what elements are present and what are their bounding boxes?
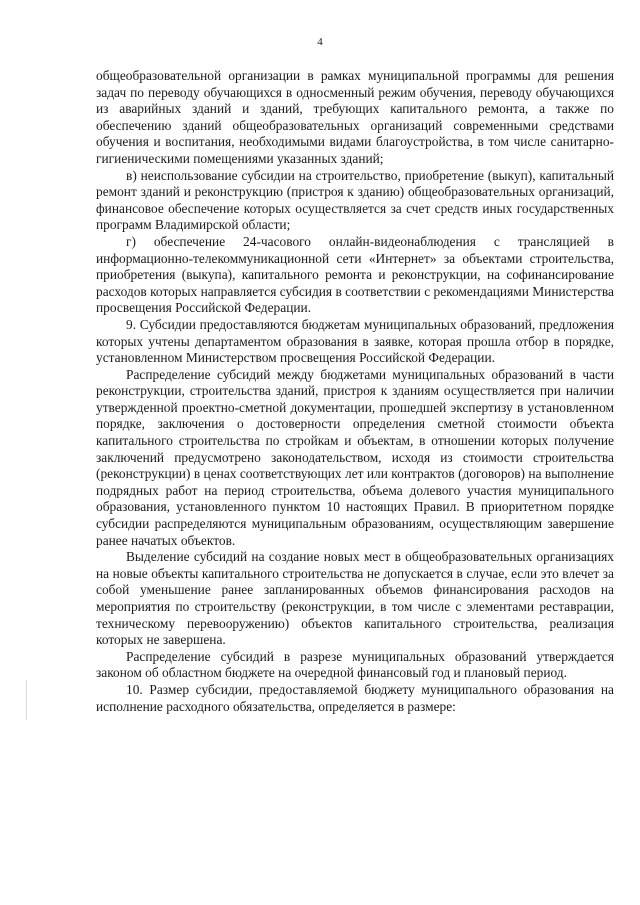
paragraph-item-g: г) обеспечение 24-часового онлайн-видеонаблюдения с трансляцией в информационно-телекоммуникационной сети «Интернет» за объектами строительства, приобретения (выкупа), капитального ремонта и реконструкции, на софинансирование расходов которых направляется субсидия в соответствии с рекомендациями Министерства просвещения Российской Федерации. (96, 233, 614, 316)
scan-margin-mark (26, 680, 27, 720)
paragraph-clause-9: 9. Субсидии предоставляются бюджетам муниципальных образований, предложения которых учтены департаментом образования в заявке, которая прошла отбор в порядке, установленном Министерством просвещения Российской Федерации. (96, 316, 614, 366)
paragraph-item-v: в) неиспользование субсидии на строительство, приобретение (выкуп), капитальный ремонт зданий и реконструкцию (пристроя к зданию) общеобразовательных организаций, финансовое обеспечение которых осуществляется за счет средств иных государственных программ Владимирской области; (96, 167, 614, 233)
paragraph-distribution-reconstruction: Распределение субсидий между бюджетами муниципальных образований в части реконструкции, строительства зданий, пристроя к зданиям осуществляется при наличии утвержденной проектно-сметной документации, прошедшей экспертизу в установленном порядке, заключения о достоверности определения сметной стоимости объекта капитального строительства по стройкам и объектам, в отношении которых получение заключений предусмотрено законодательством, исходя из стоимости строительства (реконструкции) в ценах соответствующих лет или контрактов (договоров) на выполнение подрядных работ на период строительства, объема долевого участия муниципального образования, установленного пунктом 10 настоящих Правил. В приоритетном порядке субсидии распределяются муниципальным образованиям, осуществляющим завершение ранее начатых объектов. (96, 366, 614, 548)
document-body (96, 68, 614, 715)
paragraph-distribution-law: Распределение субсидий в разрезе муниципальных образований утверждается законом об областном бюджете на очередной финансовый год и плановый период. (96, 648, 614, 681)
page-number: 4 (317, 36, 323, 48)
paragraph-clause-10: 10. Размер субсидии, предоставляемой бюджету муниципального образования на исполнение расходного обязательства, определяется в размере: (96, 681, 614, 714)
paragraph-continuation: общеобразовательной организации в рамках муниципальной программы для решения задач по переводу обучающихся в односменный режим обучения, переводу обучающихся из аварийных зданий и зданий, требующих капитального ремонта, а также по обеспечению зданий общеобразовательных организаций современными средствами обучения и воспитания, необходимыми видами благоустройства, в том числе санитарно-гигиеническими помещениями указанных зданий; (96, 68, 614, 166)
paragraph-new-places: Выделение субсидий на создание новых мест в общеобразовательных организациях на новые объекты капитального строительства не допускается в случае, если это влечет за собой уменьшение ранее запланированных объемов финансирования расходов на мероприятия по строительству (реконструкции, в том числе с элементами реставрации, техническому перевооружению) объектов капитального строительства, реализация которых не завершена. (96, 549, 614, 648)
